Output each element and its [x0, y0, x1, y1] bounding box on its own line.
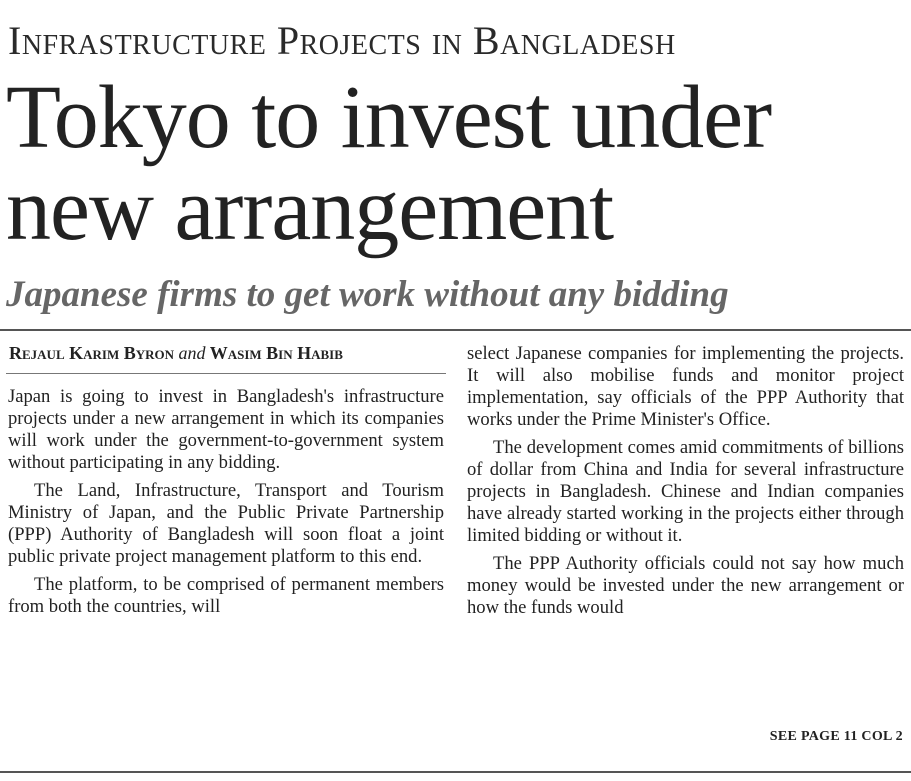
byline: [9, 342, 449, 364]
byline-divider: [6, 373, 446, 374]
author-2: Wasim Bin Habib: [209, 343, 343, 363]
paragraph: select Japanese companies for implementing the projects. It will also mobilise funds and monitor project implementation, say officials of the PPP Authority that works under the Prime Minister's Office.: [467, 343, 904, 430]
article-column-1: [8, 386, 444, 618]
paragraph: Japan is going to invest in Bangladesh's infrastructure projects under a new arrangement in which its companies will work under the government-to-government system without participating in any bidding.: [8, 386, 444, 473]
article-column-2: [467, 343, 904, 619]
paragraph: The development comes amid commitments of billions of dollar from China and India for several infrastructure projects in Bangladesh. Chinese and Indian companies have already started working in the projects either through limited bidding or without it.: [467, 437, 904, 546]
author-1: Rejaul Karim Byron: [9, 343, 175, 363]
subheadline: Japanese firms to get work without any bidding: [6, 274, 729, 315]
byline-conjunction: and: [178, 343, 206, 363]
paragraph: The PPP Authority officials could not say how much money would be invested under the new arrangement or how the funds would: [467, 553, 904, 618]
section-kicker: Infrastructure Projects in Bangladesh: [8, 18, 676, 63]
headline: Tokyo to invest under new arrangement: [6, 68, 772, 259]
paragraph: The platform, to be comprised of permanent members from both the countries, will: [8, 574, 444, 617]
bottom-divider: [0, 771, 911, 773]
continuation-note: SEE PAGE 11 COL 2: [769, 729, 903, 744]
top-divider: [0, 329, 911, 331]
paragraph: The Land, Infrastructure, Transport and Tourism Ministry of Japan, and the Public Private Partnership (PPP) Authority of Bangladesh will soon float a joint public private project management platform to this end.: [8, 480, 444, 567]
